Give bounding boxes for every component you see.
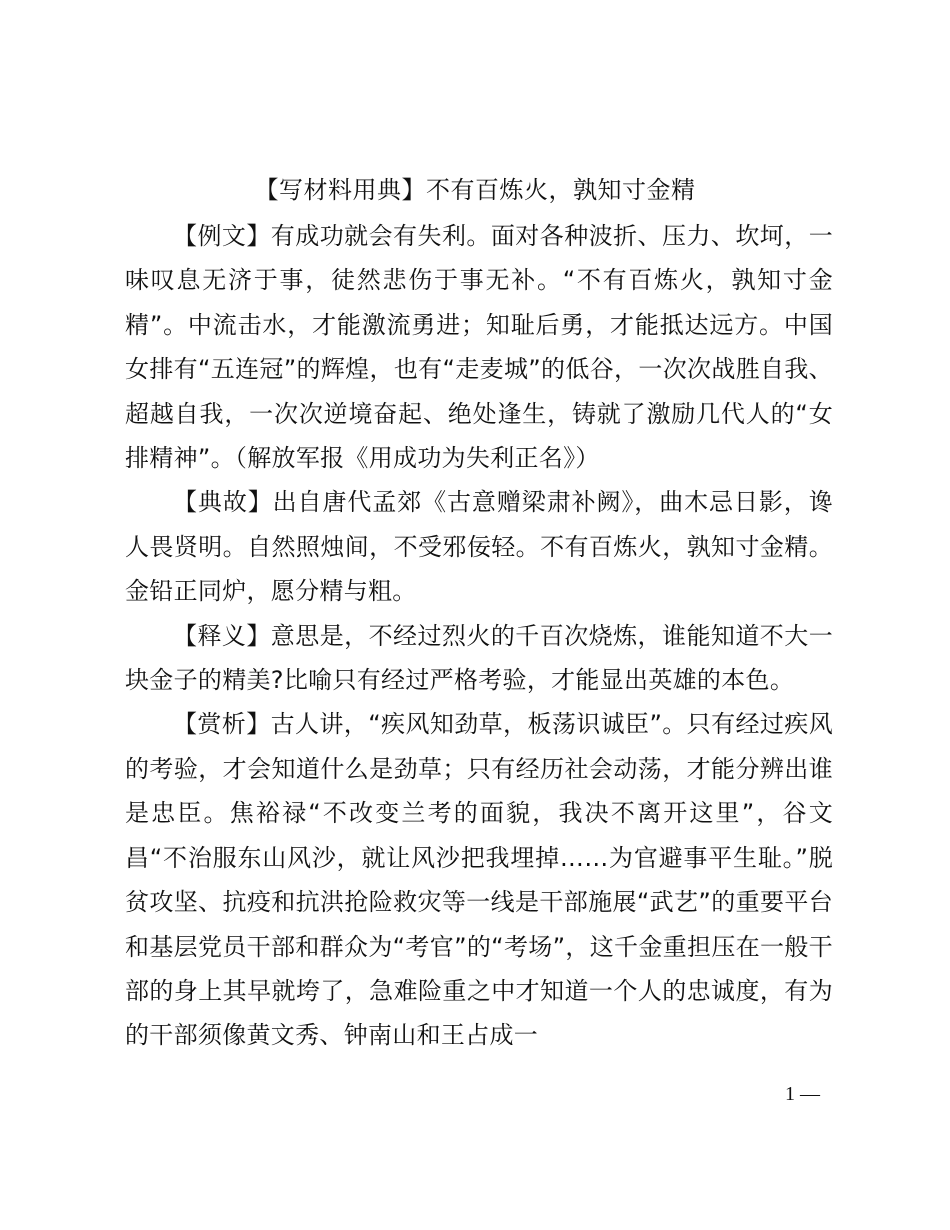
page-number: 1 — — [785, 1083, 820, 1105]
document-title: 【写材料用典】不有百炼火，孰知寸金精 — [254, 176, 696, 204]
paragraph-example: 【例文】有成功就会有失利。面对各种波折、压力、坎坷，一味叹息无济于事，徒然悲伤于事无补。“不有百炼火，孰知寸金精”。中流击水，才能激流勇进；知耻后勇，才能抵达远方。中国女排有“五连冠”的辉煌，也有“走麦城”的低谷，一次次战胜自我、超越自我，一次次逆境奋起、绝处逢生，铸就了激励几代人的“女排精神”。（解放军报《用成功为失利正名》） — [125, 222, 833, 473]
paragraph-allusion: 【典故】出自唐代孟郊《古意赠梁肃补阙》，曲木忌日影，谗人畏贤明。自然照烛间，不受邪佞轻。不有百炼火，孰知寸金精。金铅正同炉，愿分精与粗。 — [125, 488, 833, 606]
document-body — [125, 214, 833, 1058]
paragraph-appreciation: 【赏析】古人讲，“疾风知劲草，板荡识诚臣”。只有经过疾风的考验，才会知道什么是劲草；只有经历社会动荡，才能分辨出谁是忠臣。焦裕禄“不改变兰考的面貌，我决不离开这里”，谷文昌“不治服东山风沙，就让风沙把我埋掉……为官避事平生耻。”脱贫攻坚、抗疫和抗洪抢险救灾等一线是干部施展“武艺”的重要平台和基层党员干部和群众为“考官”的“考场”，这千金重担压在一般干部的身上其早就垮了，急难险重之中才知道一个人的忠诚度，有为的干部须像黄文秀、钟南山和王占成一 — [125, 710, 833, 1050]
paragraph-meaning: 【释义】意思是，不经过烈火的千百次烧炼，谁能知道不大一块金子的精美?比喻只有经过严格考验，才能显出英雄的本色。 — [125, 621, 833, 695]
